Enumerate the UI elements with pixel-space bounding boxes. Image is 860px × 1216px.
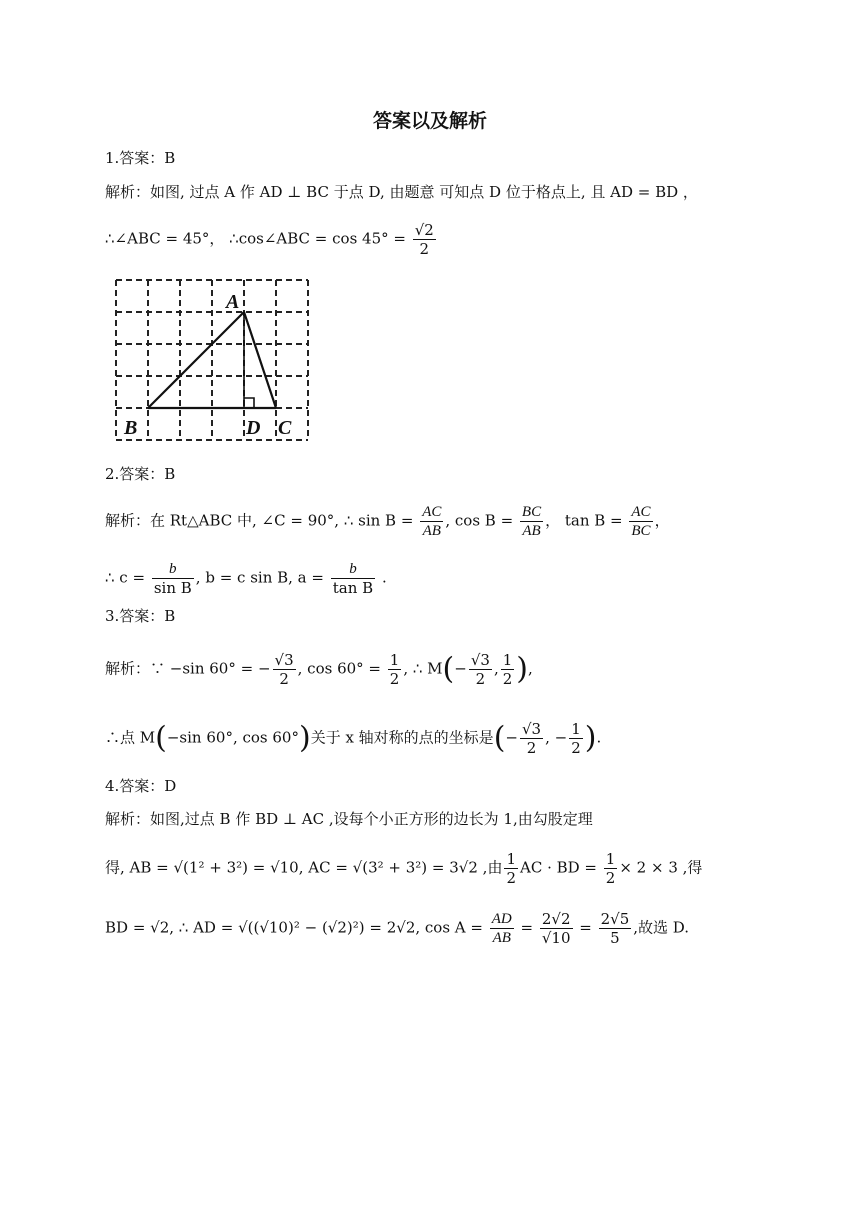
q2-frac-cosb [520,503,543,540]
q1-grid-figure [110,276,314,448]
q4-l3-frac-1-num: AD [491,911,512,927]
q2-frac-sinb [420,503,443,540]
q2-l2-b: , b = c sin B, a = [195,568,329,587]
q3-l1-c: , ∴ M [403,659,443,678]
q4-l3-a: BD = √2, ∴ AD = √((√10)² − (√2)²) = 2√2, cos A = [105,918,488,937]
q4-l2-frac-1-den: 2 [506,869,516,887]
q2-l1-c: ， tan B = [545,511,628,530]
q1-explanation-line2 [105,221,438,258]
q1-fraction-num: √2 [414,221,434,239]
q3-l2-paren2-open: ( [493,720,506,756]
q4-l2-frac-2-den: 2 [605,869,616,887]
label-c: C [278,417,292,439]
q4-l2-frac-2-num: 1 [605,850,616,868]
q2-explanation-line2 [105,560,387,597]
q4-explanation-line1: 解析：如图,过点 B 作 BD ⊥ AC ,设每个小正方形的边长为 1,由勾股定理 [105,810,593,828]
q4-l3-frac-2-den: √10 [541,929,571,947]
q3-l2-a: ∴点 M [105,728,156,747]
q2-frac-cosb-den: AB [522,523,541,539]
q3-l2-frac-2-den: 2 [571,739,581,757]
q3-l2-paren2-close: ) [584,720,597,756]
q1-fraction [413,221,436,258]
q4-l3-b: = [515,918,538,937]
q2-frac-a [331,560,375,597]
q2-frac-cosb-num: BC [521,504,542,520]
q3-paren-open: ( [442,651,455,687]
label-a: A [226,291,240,313]
q2-frac-c [152,560,194,597]
q3-l2-c: . [596,728,602,747]
q1-fraction-den: 2 [419,240,430,258]
q2-frac-tanb-num: AC [631,504,651,520]
q3-frac-2-num: 1 [389,651,400,669]
q4-explanation-line3 [105,910,689,947]
q2-frac-a-den: tan B [332,579,374,597]
q3-frac-2 [388,651,402,688]
q4-l3-d: ,故选 D. [633,918,690,937]
label-d: D [246,417,261,439]
q3-l1-b: , cos 60° = [297,659,386,678]
q4-l3-frac-2-num: 2√2 [541,910,571,928]
q3-l2-point: −sin 60°, cos 60° [166,728,299,747]
q2-frac-a-num: b [331,560,375,579]
q4-l2-frac-1-num: 1 [506,850,516,868]
q2-frac-c-den: sin B [153,579,192,597]
q4-explanation-line2 [105,850,702,887]
q4-l3-frac-3-num: 2√5 [600,910,630,928]
q2-l1-a: 解析：在 Rt△ABC 中, ∠C = 90°, ∴ sin B = [105,511,419,530]
q3-explanation-line2 [105,720,601,757]
q4-l2-frac-2 [604,850,618,887]
q2-l2-a: ∴ c = [105,568,150,587]
q2-frac-sinb-num: AC [422,504,442,520]
q3-frac-2-den: 2 [389,670,400,688]
q3-frac-3-num: √3 [470,651,490,669]
q3-l2-frac-1 [520,720,543,757]
q1-explanation-line1: 解析：如图, 过点 A 作 AD ⊥ BC 于点 D, 由题意 可知点 D 位于格点上, 且 AD = BD ， [105,183,698,201]
q2-l2-c: . [377,568,387,587]
q3-l2-pb: , − [545,728,568,747]
q3-frac-4-den: 2 [502,670,513,688]
q3-l1-d: , [527,659,533,678]
q3-l2-frac-1-num: √3 [521,720,542,738]
label-b: B [124,417,138,439]
q3-l2-frac-2-num: 1 [571,720,581,738]
q3-l2-frac-2 [569,720,583,757]
q2-explanation-line1 [105,503,670,540]
q3-l2-b: 关于 x 轴对称的点的坐标是 [310,728,494,747]
q4-l3-frac-1 [490,910,514,947]
q2-l1-b: , cos B = [445,511,518,530]
q3-l1-pa: − [454,659,467,678]
q4-l3-frac-2 [540,910,573,947]
q2-frac-sinb-den: AB [422,523,441,539]
q2-frac-c-num: b [152,560,194,579]
q4-l3-frac-3 [599,910,632,947]
q4-l3-frac-1-den: AB [492,930,511,946]
q3-paren-close: ) [516,651,528,687]
page-title: 答案以及解析 [372,110,487,132]
q3-explanation-line1 [105,651,533,688]
q4-l2-a: 得, AB = √(1² + 3²) = √10, AC = √(3² + 3²) = 3√2 ,由 [105,858,503,877]
q4-l2-b: AC · BD = [520,858,602,877]
q1-answer: 1.答案：B [105,149,176,167]
q3-l2-pa: − [505,728,518,747]
q3-l1-pb: , [493,659,499,678]
grid-lines [116,280,308,440]
q3-l2-paren1-close: ) [298,720,311,756]
q3-l2-paren1-open: ( [155,720,167,756]
q4-l3-c: = [574,918,597,937]
q4-l2-frac-1 [504,850,518,887]
q2-answer: 2.答案：B [105,465,176,483]
q3-frac-3-den: 2 [475,670,486,688]
q2-frac-tanb [629,503,652,540]
q3-frac-1 [273,651,296,688]
q3-l2-frac-1-den: 2 [526,739,537,757]
q2-frac-tanb-den: BC [631,523,651,539]
q1-line2-text: ∴∠ABC = 45°， ∴cos∠ABC = cos 45° = [105,229,411,248]
q4-l3-frac-3-den: 5 [610,929,620,947]
q4-l2-c: × 2 × 3 ,得 [619,858,703,877]
q3-frac-4 [501,651,515,688]
q3-answer: 3.答案：B [105,607,176,625]
q3-frac-4-num: 1 [502,651,513,669]
q3-frac-1-num: √3 [274,651,294,669]
q2-l1-d: ， [654,511,670,530]
q3-l1-a: 解析：∵ −sin 60° = − [105,659,271,678]
q3-frac-1-den: 2 [279,670,289,688]
q4-answer: 4.答案：D [105,777,177,795]
q3-frac-3 [469,651,492,688]
